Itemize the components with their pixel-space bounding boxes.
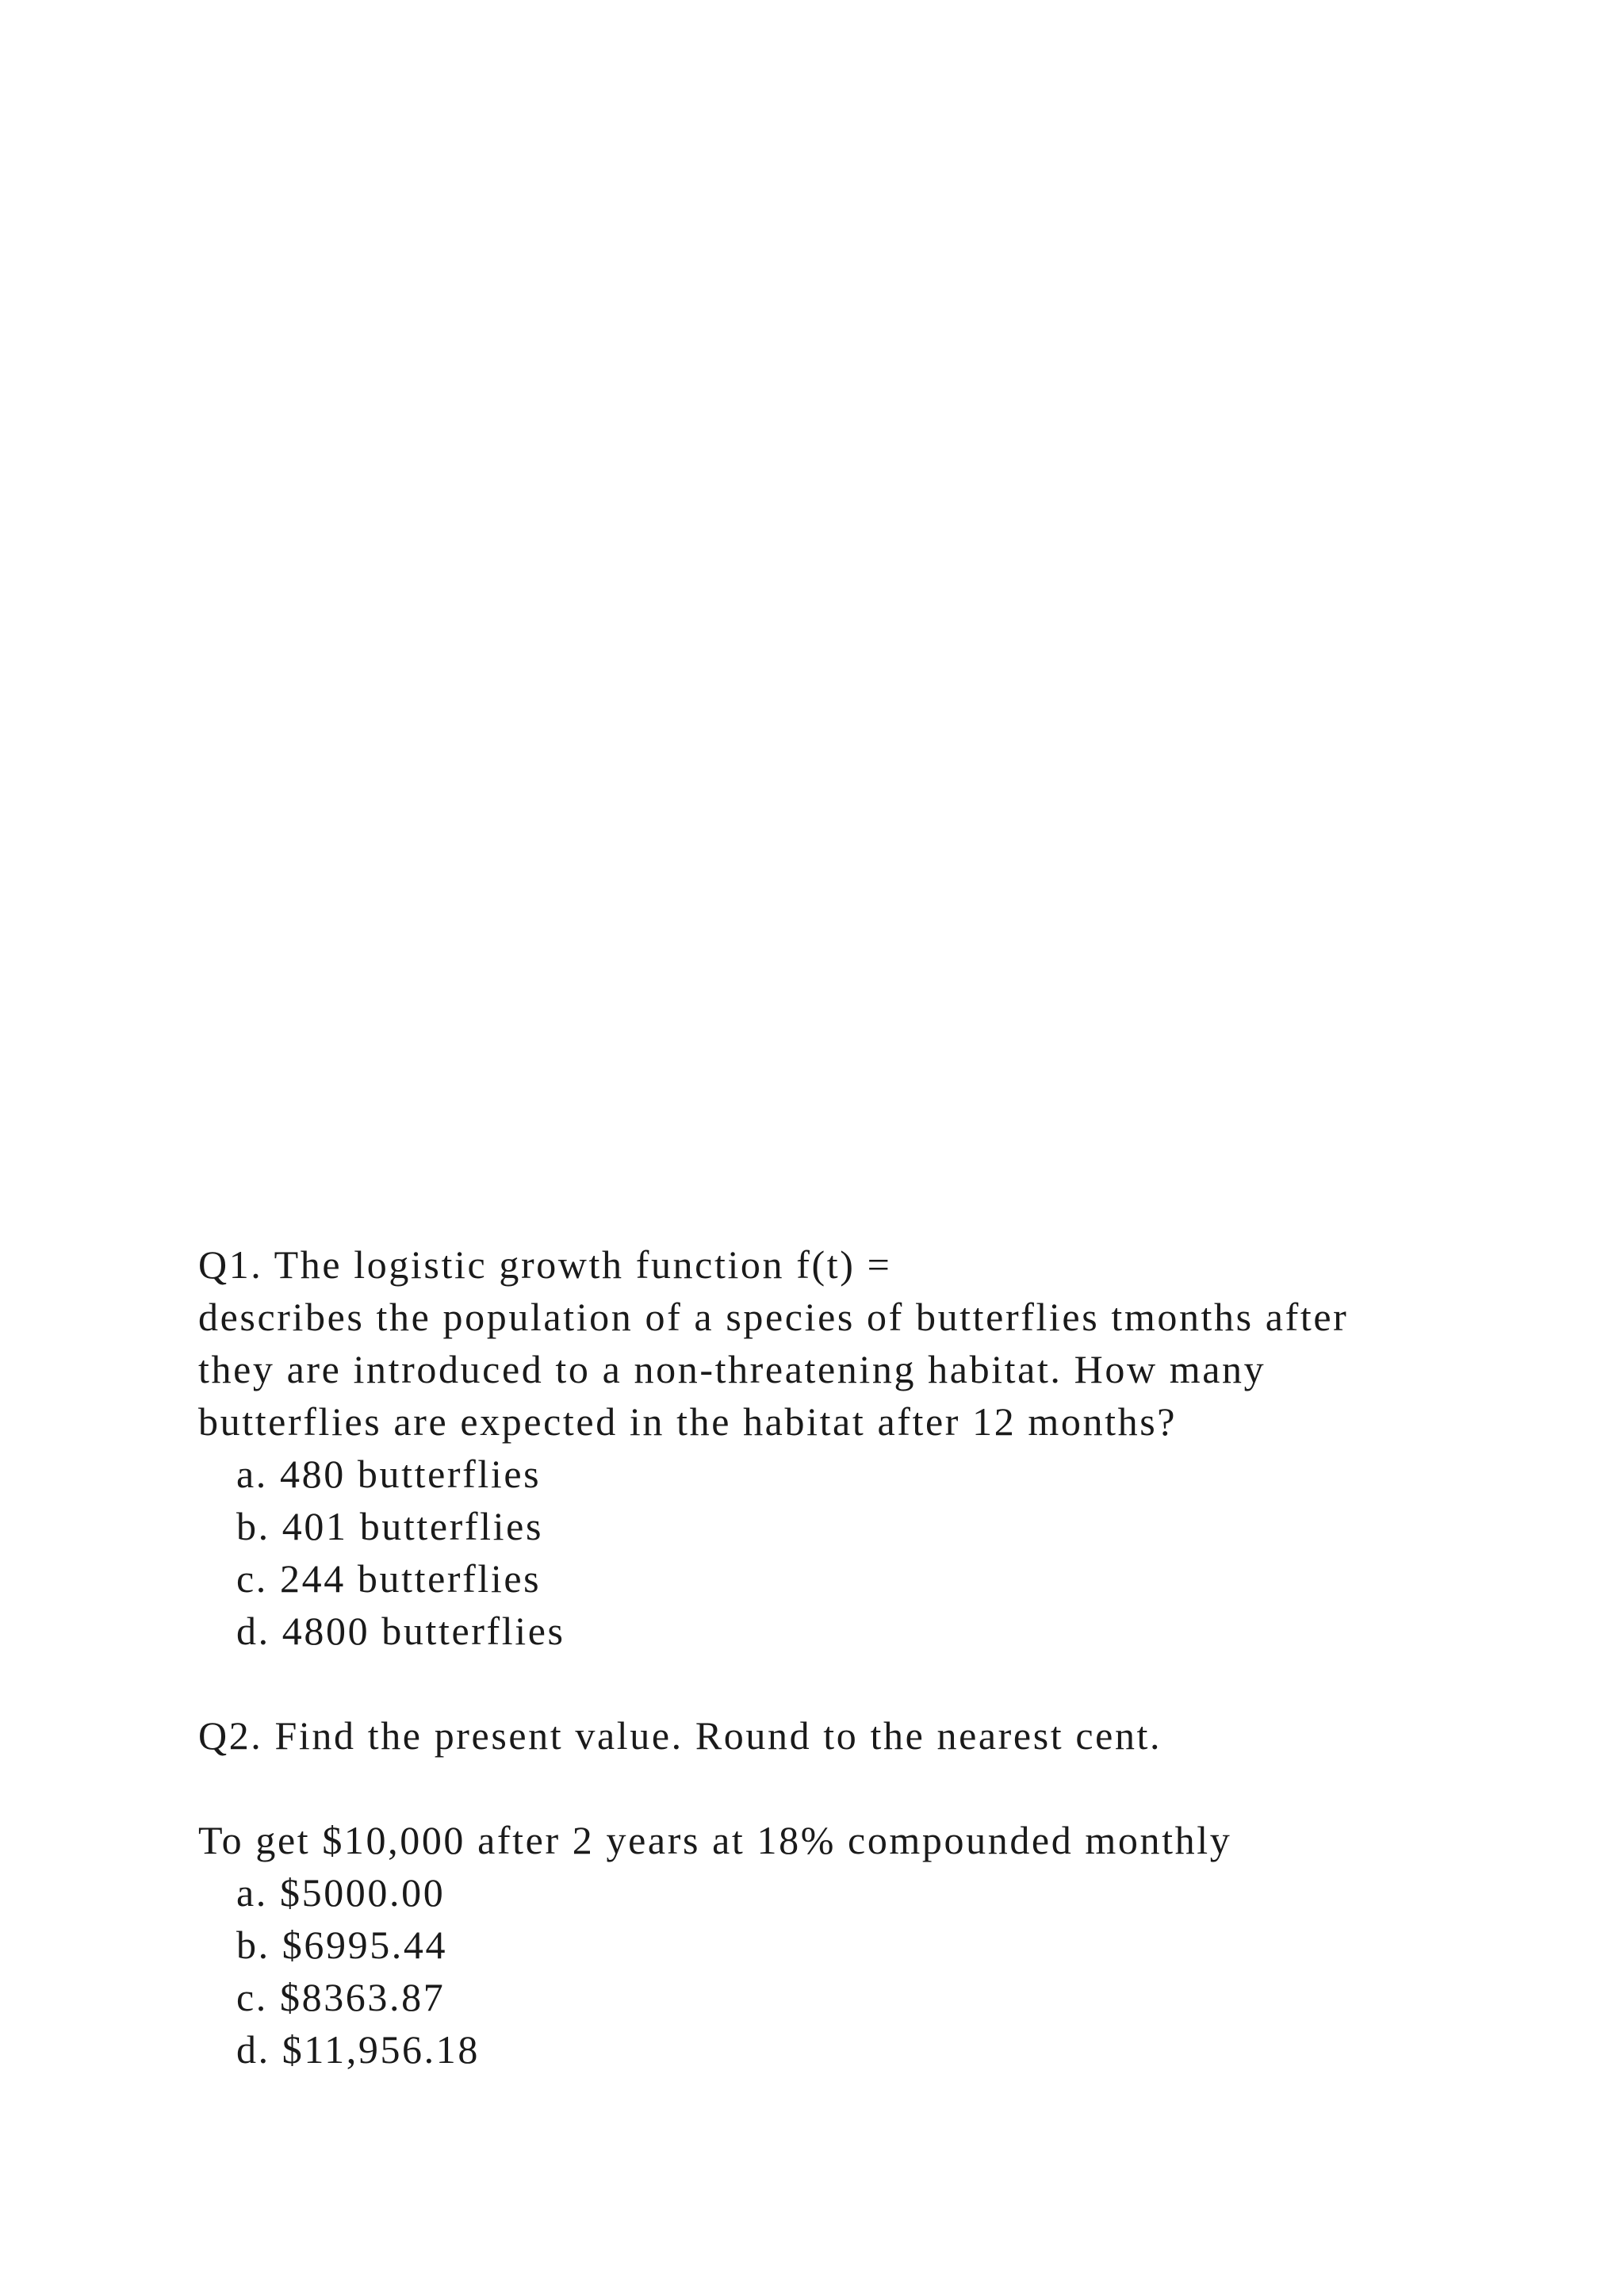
- question-1-line: they are introduced to a non-threatening habitat. How many: [198, 1347, 1266, 1391]
- document-content: [198, 1238, 1507, 2076]
- question-1-line: Q1. The logistic growth function f(t) =: [198, 1242, 892, 1287]
- question-1: [198, 1238, 1507, 1657]
- question-2-option-a: a. $5000.00: [236, 1870, 446, 1915]
- question-1-option-d: d. 4800 butterflies: [236, 1609, 565, 1653]
- question-1-line: butterflies are expected in the habitat after 12 months?: [198, 1399, 1178, 1444]
- question-1-option-a: a. 480 butterflies: [236, 1452, 542, 1496]
- spacer: [198, 1657, 1507, 1709]
- question-2-option-c: c. $8363.87: [236, 1975, 446, 2019]
- question-2-option-d: d. $11,956.18: [236, 2027, 480, 2072]
- question-2: [198, 1709, 1507, 2076]
- question-1-option-c: c. 244 butterflies: [236, 1556, 542, 1601]
- question-1-option-b: b. 401 butterflies: [236, 1504, 544, 1548]
- question-1-line: describes the population of a species of butterflies tmonths after: [198, 1295, 1349, 1339]
- question-2-statement: To get $10,000 after 2 years at 18% compounded monthly: [198, 1818, 1232, 1862]
- spacer: [198, 1762, 1507, 1814]
- question-2-option-b: b. $6995.44: [236, 1923, 448, 1967]
- question-2-prompt: Q2. Find the present value. Round to the nearest cent.: [198, 1713, 1162, 1758]
